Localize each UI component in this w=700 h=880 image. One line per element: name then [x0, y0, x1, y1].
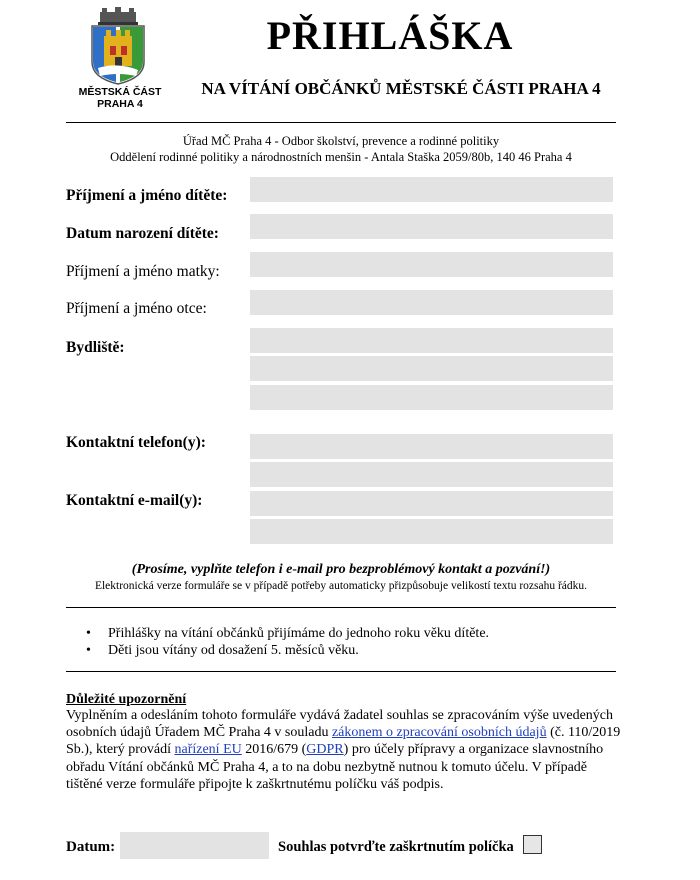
conditions-list	[86, 625, 606, 659]
phone-field-line1[interactable]	[250, 434, 613, 459]
email-label: Kontaktní e-mail(y):	[66, 492, 203, 509]
notice-text-part3: 2016/679 (	[241, 742, 307, 758]
phone-label: Kontaktní telefon(y):	[66, 434, 206, 451]
notice-text-part2: (č. 110/2019 Sb.), který provádí	[66, 725, 621, 758]
child-name-field[interactable]	[250, 177, 613, 202]
email-field-line2[interactable]	[250, 519, 613, 544]
office-address	[66, 133, 616, 165]
child-birthdate-field[interactable]	[250, 214, 613, 239]
notice-text	[66, 707, 626, 793]
electronic-version-note: Elektronická verze formuláře se v případě potřeby automaticky přizpůsobuje velikostí textu rozsahu řádku.	[94, 580, 588, 592]
child-birthdate-label: Datum narození dítěte:	[66, 225, 219, 242]
residence-field-line2[interactable]	[250, 356, 613, 381]
notes-divider	[66, 607, 616, 608]
logo-text	[70, 86, 170, 110]
gdpr-link[interactable]: GDPR	[306, 742, 344, 758]
date-label: Datum:	[66, 839, 116, 855]
contact-note: (Prosíme, vyplňte telefon i e-mail pro bezproblémový kontakt a pozvání!)	[131, 562, 551, 577]
office-line2: Oddělení rodinné politiky a národnostních menšin - Antala Staška 2059/80b, 140 46 Praha 4	[110, 150, 572, 164]
notice-text-part1: Vyplněním a odesláním tohoto formuláře vydává žadatel souhlas se zpracováním výše uvedených osobních údajů Úřadem MČ Praha 4 v souladu	[66, 708, 613, 741]
residence-field-line1[interactable]	[250, 328, 613, 353]
father-name-field[interactable]	[250, 290, 613, 315]
consent-checkbox[interactable]	[523, 835, 542, 854]
father-name-label: Příjmení a jméno otce:	[66, 300, 207, 317]
header-divider	[66, 122, 616, 123]
office-line1: Úřad MČ Praha 4 - Odbor školství, prevence a rodinné politiky	[182, 134, 500, 148]
page-subtitle: NA VÍTÁNÍ OBČÁNKŮ MĚSTSKÉ ČÁSTI PRAHA 4	[201, 79, 601, 98]
personal-data-law-link[interactable]: zákonem o zpracování osobních údajů	[331, 725, 547, 741]
notice-heading: Důležité upozornění	[66, 692, 187, 707]
mother-name-field[interactable]	[250, 252, 613, 277]
child-name-label: Příjmení a jméno dítěte:	[66, 187, 228, 204]
email-field-line1[interactable]	[250, 491, 613, 516]
residence-field-line3[interactable]	[250, 385, 613, 410]
date-field[interactable]	[120, 832, 269, 859]
list-item: • Přihlášky na vítání občánků přijímáme do jednoho roku věku dítěte.	[86, 625, 606, 642]
notice-text-part4: ) pro účely přípravy a organizace slavnostního obřadu Vítání občánků MČ Praha 4, a to na dobu nezbytně nutnou k tomuto účelu. V případě tištěné verze formuláře připojte k zaškrtnutému políčku váš podpis.	[66, 742, 604, 792]
eu-regulation-link[interactable]: nařízení EU	[174, 742, 242, 758]
page-title: PŘIHLÁŠKA	[266, 13, 514, 58]
phone-field-line2[interactable]	[250, 462, 613, 487]
conditions-divider	[66, 671, 616, 672]
list-item: • Děti jsou vítány od dosažení 5. měsíců věku.	[86, 642, 606, 659]
mother-name-label: Příjmení a jméno matky:	[66, 263, 220, 280]
consent-label: Souhlas potvrďte zaškrtnutím políčka	[278, 839, 514, 855]
logo-text-line2: PRAHA 4	[97, 98, 143, 110]
residence-label: Bydliště:	[66, 339, 125, 356]
logo-text-line1: MĚSTSKÁ ČÁST	[78, 86, 162, 98]
